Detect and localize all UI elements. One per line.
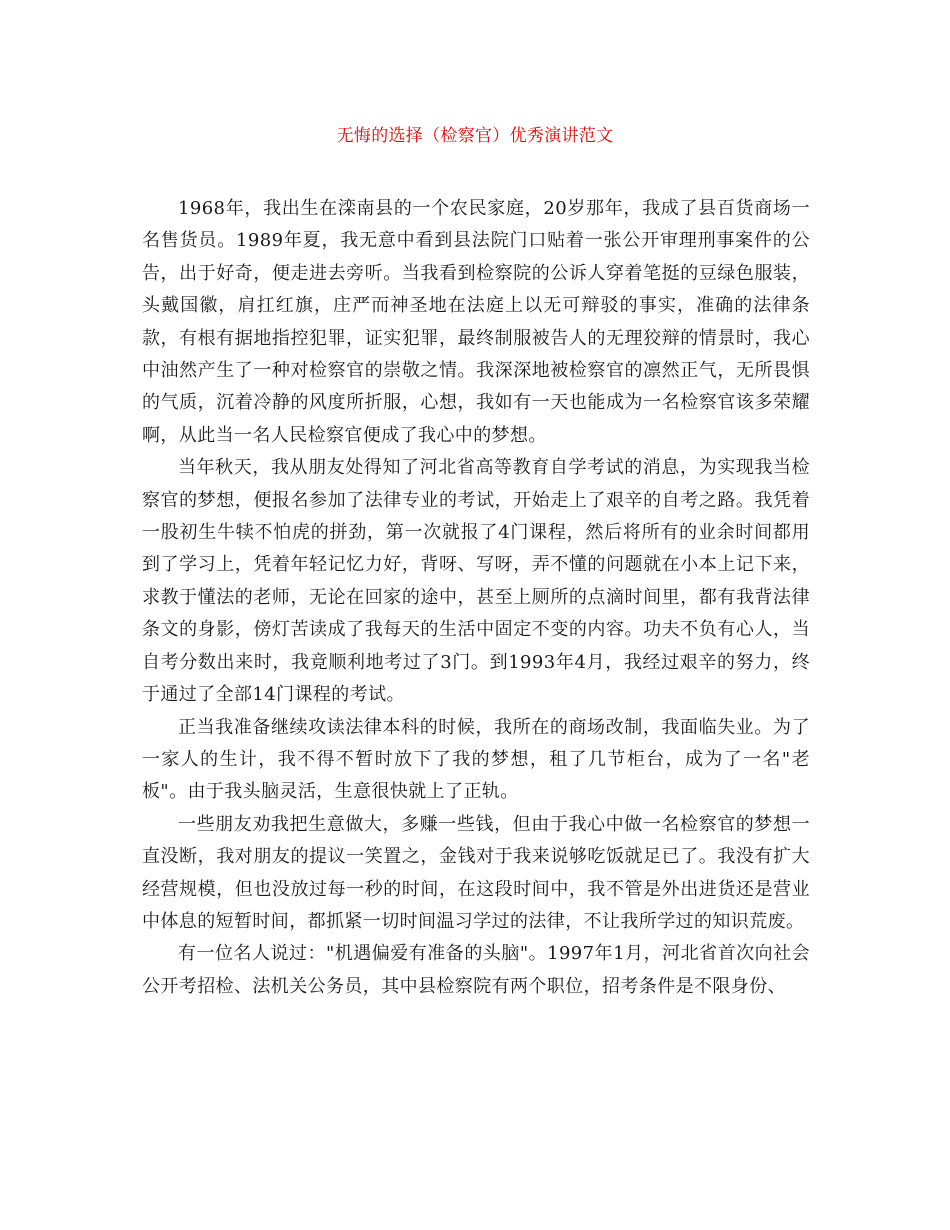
paragraph-4: 一些朋友劝我把生意做大，多赚一些钱，但由于我心中做一名检察官的梦想一直没断，我对朋友的提议一笑置之，金钱对于我来说够吃饭就足已了。我没有扩大经营规模，但也没放过每一秒的时间，在这段时间中，我不管是外出进货还是营业中体息的短暂时间，都抓紧一切时间温习学过的法律，不让我所学过的知识荒废。: [142, 813, 810, 932]
paragraph-3: 正当我准备继续攻读法律本科的时候，我所在的商场改制，我面临失业。为了一家人的生计，我不得不暂时放下了我的梦想，租了几节柜台，成为了一名"老板"。由于我头脑灵活，生意很快就上了正轨。: [142, 716, 810, 803]
document-title: 无悔的选择（检察官）优秀演讲范文: [336, 126, 614, 146]
paragraph-1: 1968年，我出生在滦南县的一个农民家庭，20岁那年，我成了县百货商场一名售货员。1989年夏，我无意中看到县法院门口贴着一张公开审理刑事案件的公告，出于好奇，便走进去旁听。当我看到检察院的公诉人穿着笔挺的豆绿色服装，头戴国徽，肩扛红旗，庄严而神圣地在法庭上以无可辩驳的事实，准确的法律条款，有根有据地指控犯罪，证实犯罪，最终制服被告人的无理狡辩的情景时，我心中油然产生了一种对检察官的崇敬之情。我深深地被检察官的凛然正气，无所畏惧的气质，沉着冷静的风度所折服，心想，我如有一天也能成为一名检察官该多荣耀啊，从此当一名人民检察官便成了我心中的梦想。: [142, 198, 810, 446]
document-body: [142, 193, 810, 1003]
paragraph-5: 有一位名人说过："机遇偏爱有准备的头脑"。1997年1月，河北省首次向社会公开考招检、法机关公务员，其中县检察院有两个职位，招考条件是不限身份、: [142, 943, 810, 997]
paragraph-2: 当年秋天，我从朋友处得知了河北省高等教育自学考试的消息，为实现我当检察官的梦想，便报名参加了法律专业的考试，开始走上了艰辛的自考之路。我凭着一股初生牛犊不怕虎的拼劲，第一次就报了4门课程，然后将所有的业余时间都用到了学习上，凭着年轻记忆力好，背呀、写呀，弄不懂的问题就在小本上记下来，求教于懂法的老师，无论在回家的途中，甚至上厕所的点滴时间里，都有我背法律条文的身影，傍灯苦读成了我每天的生活中固定不变的内容。功夫不负有心人，当自考分数出来时，我竟顺利地考过了3门。到1993年4月，我经过艰辛的努力，终于通过了全部14门课程的考试。: [142, 457, 810, 706]
